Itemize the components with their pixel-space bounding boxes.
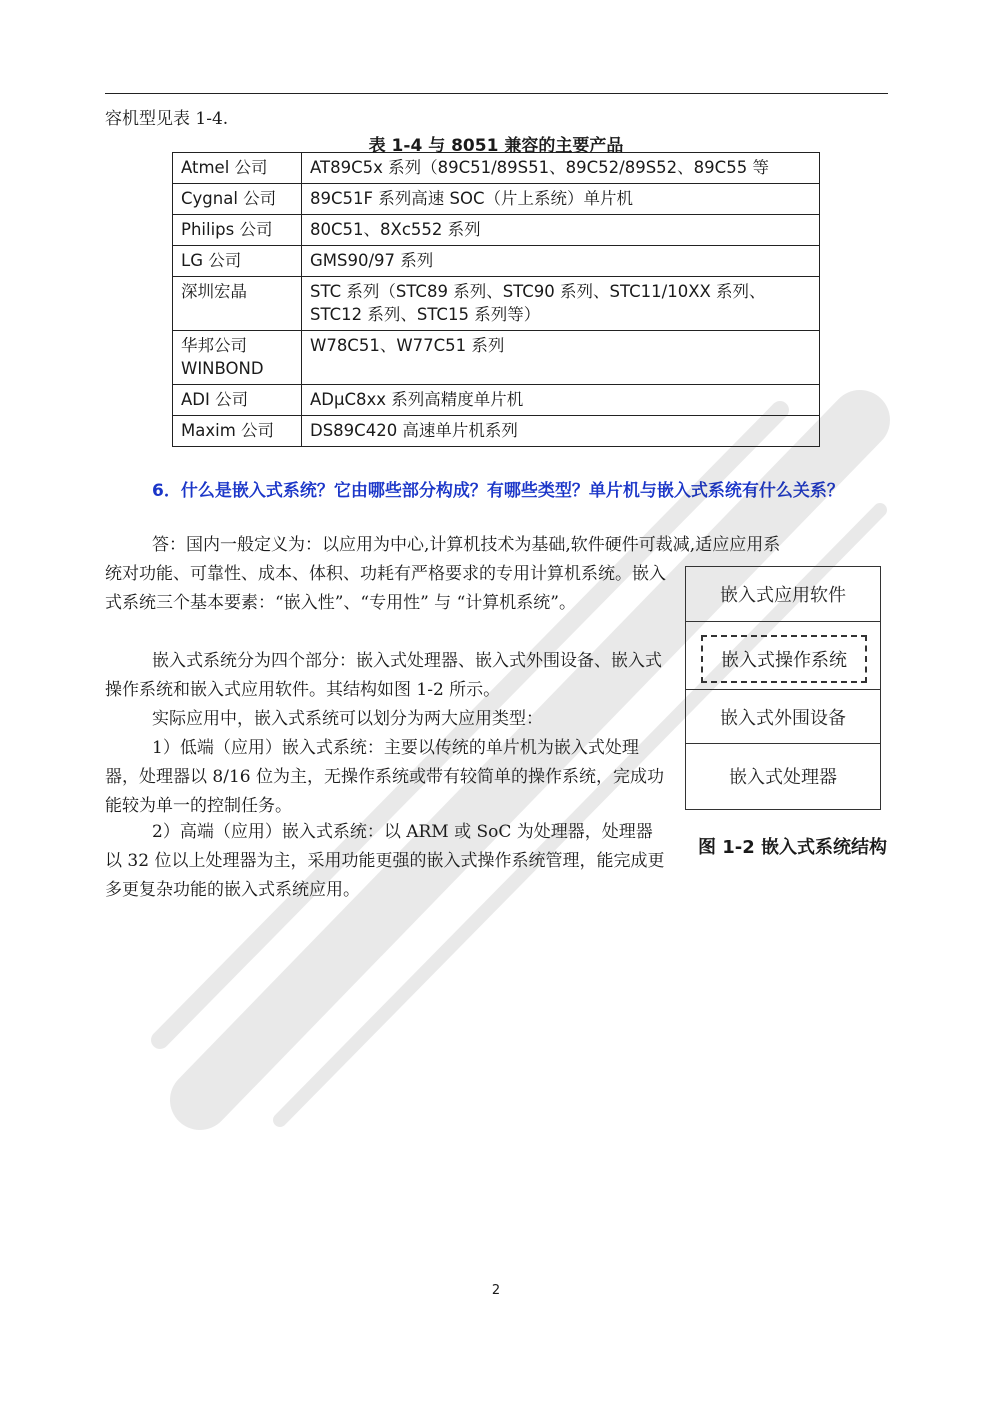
answer-line-1: 答：国内一般定义为：以应用为中心,计算机技术为基础,软件硬件可裁减,适应应用系	[152, 535, 781, 555]
header-rule	[105, 93, 888, 94]
product-cell: ADμC8xx 系列高精度单片机	[302, 385, 820, 416]
layer-application-software: 嵌入式应用软件	[720, 585, 846, 606]
company-cell: 深圳宏晶	[173, 277, 302, 331]
layer-processor: 嵌入式处理器	[686, 743, 880, 808]
page-number: 2	[491, 1283, 501, 1298]
company-cell: Cygnal 公司	[173, 184, 302, 215]
question-heading: 6．什么是嵌入式系统？它由哪些部分构成？有哪些类型？单片机与嵌入式系统有什么关系？	[152, 481, 844, 501]
table-row	[173, 416, 820, 447]
table-row	[173, 153, 820, 184]
company-cell: ADI 公司	[173, 385, 302, 416]
product-cell: DS89C420 高速单片机系列	[302, 416, 820, 447]
intro-text: 容机型见表 1-4.	[105, 109, 229, 129]
embedded-structure-diagram	[685, 566, 881, 810]
product-cell: AT89C5x 系列（89C51/89S51、89C52/89S52、89C55 等	[302, 153, 820, 184]
table-row	[173, 277, 820, 331]
company-cell: 华邦公司 WINBOND	[173, 331, 302, 385]
answer-paragraph-2: 嵌入式系统分为四个部分：嵌入式处理器、嵌入式外围设备、嵌入式操作系统和嵌入式应用软件。其结构如图 1-2 所示。	[105, 651, 662, 700]
table-caption: 表 1-4 与 8051 兼容的主要产品	[368, 136, 624, 156]
answer-paragraph-5: 2）高端（应用）嵌入式系统：以 ARM 或 SoC 为处理器，处理器以 32 位以上处理器为主，采用功能更强的嵌入式操作系统管理，能完成更多更复杂功能的嵌入式系统应用。	[105, 822, 665, 900]
answer-paragraph-3: 实际应用中，嵌入式系统可以划分为两大应用类型：	[152, 709, 543, 729]
company-cell: Philips 公司	[173, 215, 302, 246]
table-row	[173, 215, 820, 246]
company-cell: LG 公司	[173, 246, 302, 277]
figure-caption: 图 1-2 嵌入式系统结构	[698, 837, 888, 858]
product-cell: 80C51、8Xc552 系列	[302, 215, 820, 246]
product-cell: GMS90/97 系列	[302, 246, 820, 277]
product-table	[172, 152, 820, 447]
company-cell: Maxim 公司	[173, 416, 302, 447]
answer-paragraph-1: 统对功能、可靠性、成本、体积、功耗有严格要求的专用计算机系统。嵌入式系统三个基本要素：“嵌入性”、“专用性” 与 “计算机系统”。	[105, 564, 666, 613]
table-row	[173, 184, 820, 215]
company-cell: Atmel 公司	[173, 153, 302, 184]
table-row	[173, 385, 820, 416]
product-cell: 89C51F 系列高速 SOC（片上系统）单片机	[302, 184, 820, 215]
table-row	[173, 246, 820, 277]
answer-paragraph-4: 1）低端（应用）嵌入式系统：主要以传统的单片机为嵌入式处理器，处理器以 8/16 位为主，无操作系统或带有较简单的操作系统，完成功能较为单一的控制任务。	[105, 738, 664, 816]
layer-operating-system: 嵌入式操作系统	[701, 635, 867, 683]
layer-peripheral-devices: 嵌入式外围设备	[686, 689, 880, 744]
table-row	[173, 331, 820, 385]
product-cell: W78C51、W77C51 系列	[302, 331, 820, 385]
product-cell: STC 系列（STC89 系列、STC90 系列、STC11/10XX 系列、STC12 系列、STC15 系列等）	[302, 277, 820, 331]
